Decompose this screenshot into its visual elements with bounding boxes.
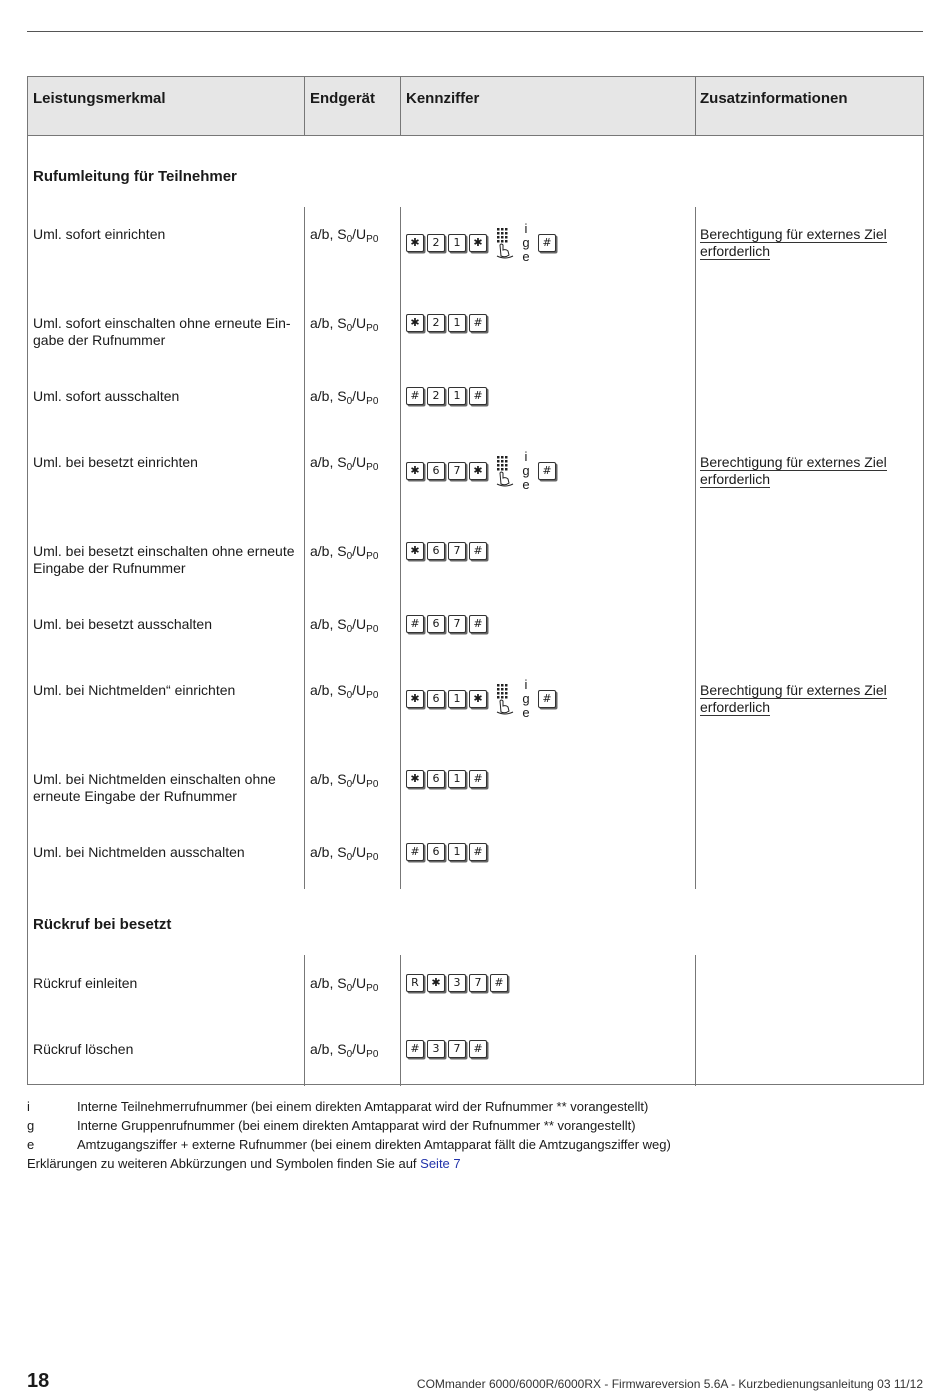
legend bbox=[27, 1097, 671, 1173]
header-kennziffer: Kennziffer bbox=[406, 90, 480, 107]
table-header bbox=[28, 77, 923, 136]
key-sequence bbox=[406, 974, 511, 992]
key-star: ✱ bbox=[406, 314, 424, 332]
legend-item bbox=[27, 1135, 671, 1154]
key-7: 7 bbox=[448, 1040, 466, 1058]
key-3: 3 bbox=[448, 974, 466, 992]
key-1: 1 bbox=[448, 314, 466, 332]
section-title: Rufumleitung für Teilnehmer bbox=[33, 168, 237, 185]
ige-labels bbox=[520, 222, 532, 264]
legend-rows bbox=[27, 1097, 671, 1154]
key-6: 6 bbox=[427, 843, 445, 861]
ige-labels bbox=[520, 450, 532, 492]
key-sequence bbox=[406, 1040, 490, 1058]
key-star: ✱ bbox=[469, 690, 487, 708]
key-1: 1 bbox=[448, 690, 466, 708]
key-hash: # bbox=[469, 314, 487, 332]
header-zusatzinformationen: Zusatzinformationen bbox=[700, 90, 848, 107]
legend-key: i bbox=[27, 1099, 30, 1114]
device-label: a/b, $S_0/U_{P0}$ bbox=[310, 315, 379, 334]
key-2: 2 bbox=[427, 234, 445, 252]
feature-label: Uml. bei Nichtmelden einschalten ohne erneute Eingabe der Rufnummer bbox=[33, 771, 276, 804]
key-star: ✱ bbox=[406, 690, 424, 708]
header-endgeraet: Endgerät bbox=[310, 90, 376, 107]
seite-7-link[interactable]: Seite 7 bbox=[420, 1156, 461, 1171]
device-label: a/b, $S_0/U_{P0}$ bbox=[310, 543, 379, 562]
ige-i: i bbox=[524, 221, 528, 236]
key-hash: # bbox=[538, 462, 556, 480]
dial-keypad-icon bbox=[494, 683, 516, 715]
key-star: ✱ bbox=[406, 234, 424, 252]
key-hash: # bbox=[406, 387, 424, 405]
device-subscript: 0 bbox=[346, 323, 353, 334]
key-star: ✱ bbox=[427, 974, 445, 992]
feature-table bbox=[27, 76, 924, 1085]
info-underlined: Berechtigung für externes Ziel erforderlich bbox=[700, 682, 887, 715]
device-subscript: 0 bbox=[346, 690, 353, 701]
key-6: 6 bbox=[427, 462, 445, 480]
feature-label: Uml. sofort einrichten bbox=[33, 226, 166, 242]
header-divider bbox=[400, 77, 401, 135]
device-label: a/b, $S_0/U_{P0}$ bbox=[310, 226, 379, 245]
legend-note-text: Erklärungen zu weiteren Abkürzungen und Symbolen finden Sie auf bbox=[27, 1156, 421, 1171]
device-subscript: 0 bbox=[346, 396, 353, 407]
key-7: 7 bbox=[448, 542, 466, 560]
device-label: a/b, $S_0/U_{P0}$ bbox=[310, 388, 379, 407]
key-sequence bbox=[406, 542, 490, 560]
legend-text: Interne Gruppenrufnummer (bei einem direkten Amtapparat wird der Rufnummer ** vorangestellt) bbox=[77, 1118, 636, 1133]
key-1: 1 bbox=[448, 234, 466, 252]
ige-g: g bbox=[522, 691, 530, 706]
feature-label: Uml. bei Nichtmelden ausschalten bbox=[33, 844, 245, 860]
device-subscript: P0 bbox=[366, 234, 379, 245]
ige-e: e bbox=[522, 705, 530, 720]
key-star: ✱ bbox=[406, 770, 424, 788]
column-divider bbox=[304, 955, 305, 1086]
feature-label: Rückruf löschen bbox=[33, 1041, 134, 1057]
key-hash: # bbox=[469, 615, 487, 633]
feature-label: Rückruf einleiten bbox=[33, 975, 138, 991]
device-subscript: P0 bbox=[366, 1049, 379, 1060]
device-subscript: 0 bbox=[346, 624, 353, 635]
device-subscript: 0 bbox=[346, 551, 353, 562]
key-7: 7 bbox=[448, 615, 466, 633]
header-divider bbox=[695, 77, 696, 135]
info-text bbox=[700, 226, 895, 260]
key-hash: # bbox=[469, 843, 487, 861]
key-star: ✱ bbox=[406, 542, 424, 560]
key-sequence bbox=[406, 770, 490, 788]
key-star: ✱ bbox=[469, 462, 487, 480]
key-hash: # bbox=[538, 690, 556, 708]
key-hash: # bbox=[469, 542, 487, 560]
ige-e: e bbox=[522, 249, 530, 264]
column-divider bbox=[304, 207, 305, 889]
key-sequence bbox=[406, 222, 559, 264]
device-label: a/b, $S_0/U_{P0}$ bbox=[310, 682, 379, 701]
device-label: a/b, $S_0/U_{P0}$ bbox=[310, 975, 379, 994]
key-1: 1 bbox=[448, 843, 466, 861]
ige-i: i bbox=[524, 677, 528, 692]
dial-keypad-icon bbox=[494, 455, 516, 487]
key-6: 6 bbox=[427, 542, 445, 560]
page-number: 18 bbox=[27, 1370, 50, 1392]
info-underlined: Berechtigung für externes Ziel erforderlich bbox=[700, 226, 887, 259]
key-7: 7 bbox=[469, 974, 487, 992]
legend-key: g bbox=[27, 1118, 35, 1133]
feature-label: Uml. sofort ausschalten bbox=[33, 388, 180, 404]
key-star: ✱ bbox=[469, 234, 487, 252]
device-label: a/b, $S_0/U_{P0}$ bbox=[310, 844, 379, 863]
feature-label: Uml. bei besetzt ausschalten bbox=[33, 616, 212, 632]
dial-keypad-icon bbox=[494, 227, 516, 259]
key-6: 6 bbox=[427, 690, 445, 708]
feature-label: Uml. bei Nichtmelden“ einrichten bbox=[33, 682, 236, 698]
legend-key: e bbox=[27, 1137, 35, 1152]
section-title: Rückruf bei besetzt bbox=[33, 916, 172, 933]
ige-e: e bbox=[522, 477, 530, 492]
key-sequence bbox=[406, 387, 490, 405]
ige-g: g bbox=[522, 235, 530, 250]
key-sequence bbox=[406, 314, 490, 332]
key-3: 3 bbox=[427, 1040, 445, 1058]
key-hash: # bbox=[469, 387, 487, 405]
info-text bbox=[700, 454, 895, 488]
device-subscript: P0 bbox=[366, 624, 379, 635]
key-1: 1 bbox=[448, 770, 466, 788]
device-subscript: P0 bbox=[366, 779, 379, 790]
top-rule bbox=[27, 31, 923, 32]
key-hash: # bbox=[406, 1040, 424, 1058]
device-subscript: P0 bbox=[366, 852, 379, 863]
key-2: 2 bbox=[427, 387, 445, 405]
device-label: a/b, $S_0/U_{P0}$ bbox=[310, 454, 379, 473]
key-hash: # bbox=[469, 1040, 487, 1058]
key-1: 1 bbox=[448, 387, 466, 405]
column-divider bbox=[400, 955, 401, 1086]
device-label: a/b, $S_0/U_{P0}$ bbox=[310, 1041, 379, 1060]
device-label: a/b, $S_0/U_{P0}$ bbox=[310, 771, 379, 790]
legend-item bbox=[27, 1097, 671, 1116]
device-subscript: P0 bbox=[366, 323, 379, 334]
device-subscript: P0 bbox=[366, 396, 379, 407]
key-sequence bbox=[406, 678, 559, 720]
info-text bbox=[700, 682, 895, 716]
key-hash: # bbox=[538, 234, 556, 252]
device-subscript: P0 bbox=[366, 462, 379, 473]
device-subscript: P0 bbox=[366, 983, 379, 994]
info-underlined: Berechtigung für externes Ziel erforderlich bbox=[700, 454, 887, 487]
key-6: 6 bbox=[427, 615, 445, 633]
key-sequence bbox=[406, 843, 490, 861]
legend-note bbox=[27, 1154, 671, 1173]
key-star: ✱ bbox=[406, 462, 424, 480]
device-subscript: 0 bbox=[346, 462, 353, 473]
device-subscript: 0 bbox=[346, 234, 353, 245]
device-label: a/b, $S_0/U_{P0}$ bbox=[310, 616, 379, 635]
feature-label: Uml. bei besetzt einrichten bbox=[33, 454, 198, 470]
device-subscript: 0 bbox=[346, 852, 353, 863]
column-divider bbox=[400, 207, 401, 889]
ige-i: i bbox=[524, 449, 528, 464]
key-7: 7 bbox=[448, 462, 466, 480]
key-hash: # bbox=[406, 615, 424, 633]
key-6: 6 bbox=[427, 770, 445, 788]
feature-label: Uml. sofort einschalten ohne erneute Ein-gabe der Rufnummer bbox=[33, 315, 291, 348]
legend-text: Interne Teilnehmerrufnummer (bei einem direkten Amtapparat wird der Rufnummer ** vorangestellt) bbox=[77, 1099, 649, 1114]
key-hash: # bbox=[469, 770, 487, 788]
column-divider bbox=[695, 207, 696, 889]
key-hash: # bbox=[490, 974, 508, 992]
key-sequence bbox=[406, 450, 559, 492]
device-subscript: P0 bbox=[366, 551, 379, 562]
column-divider bbox=[695, 955, 696, 1086]
key-hash: # bbox=[406, 843, 424, 861]
header-divider bbox=[304, 77, 305, 135]
header-leistungsmerkmal: Leistungsmerkmal bbox=[33, 90, 166, 107]
device-subscript: P0 bbox=[366, 690, 379, 701]
legend-item bbox=[27, 1116, 671, 1135]
legend-text: Amtzugangsziffer + externe Rufnummer (bei einem direkten Amtapparat fällt die Amtzugangsziffer weg) bbox=[77, 1137, 671, 1152]
ige-labels bbox=[520, 678, 532, 720]
footer-text: COMmander 6000/6000R/6000RX - Firmwareversion 5.6A - Kurzbedienungsanleitung 03 11/12 bbox=[416, 1377, 923, 1391]
device-subscript: 0 bbox=[346, 1049, 353, 1060]
ige-g: g bbox=[522, 463, 530, 478]
device-subscript: 0 bbox=[346, 779, 353, 790]
key-2: 2 bbox=[427, 314, 445, 332]
key-sequence bbox=[406, 615, 490, 633]
device-subscript: 0 bbox=[346, 983, 353, 994]
key-r: R bbox=[406, 974, 424, 992]
feature-label: Uml. bei besetzt einschalten ohne erneute Eingabe der Rufnummer bbox=[33, 543, 295, 576]
